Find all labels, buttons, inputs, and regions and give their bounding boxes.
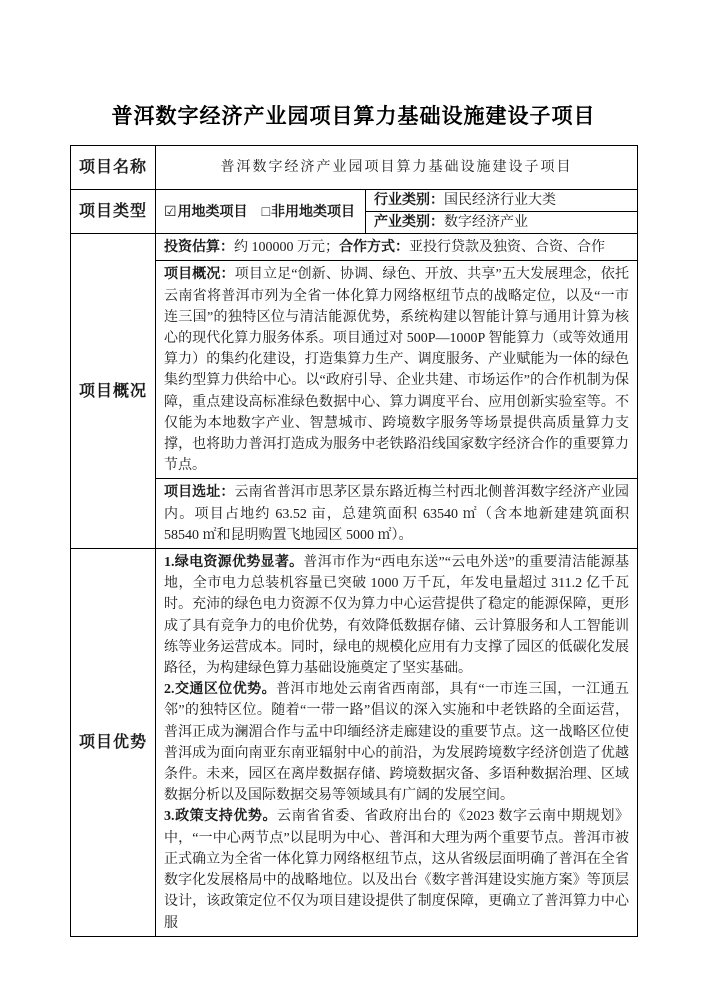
investment-estimate-label: 投资估算： [164,239,234,255]
project-info-table [70,145,638,937]
advantage-2-heading: 2.交通区位优势。 [164,682,277,698]
investment-estimate-cell [156,234,638,261]
unchecked-checkbox-icon: □ [261,203,271,220]
project-type-label: 项目类型 [71,190,156,234]
investment-estimate-value: 约 100000 万元； [234,239,339,255]
project-overview-label: 项目概况 [71,234,156,549]
advantage-2-text: 普洱市地处云南省西南部，具有“一市连三国，一江通五邻”的独特区位。随着“一带一路”倡议的深入实施和中老铁路的全面运营，普洱正成为澜湄合作与孟中印缅经济走廊建设的重要节点。这一战略区位使普洱成为面向南亚东南亚辐射中心的前沿，为发展跨境数字经济创造了优越条件。未来，园区在离岸数据存储、跨境数据灾备、多语种数据治理、区域数据分析以及国际数据交易等领域具有广阔的发展空间。 [164,682,630,804]
sector-category-cell [366,212,638,234]
non-land-project-checkbox-label: 非用地类项目 [271,203,356,220]
industry-category-label: 行业类别： [374,193,444,208]
advantage-1-heading: 1.绿电资源优势显著。 [164,555,304,571]
advantage-1-text: 普洱市作为“西电东送”“云电外送”的重要清洁能源基地，全市电力总装机容量已突破 1000 万千瓦，年发电量超过 311.2 亿千瓦时。充沛的绿色电力资源不仅为算力中心运营提供了稳定的能源保障，更形成了具有竞争力的电价优势，有效降低数据存储、云计算服务和人工智能训练等业务运营成本。同时，绿电的规模化应用有力支撑了园区的低碳化发展路径，为构建绿色算力基础设施奠定了坚实基础。 [164,555,629,677]
project-location-label: 项目选址： [164,485,235,501]
project-advantages-label: 项目优势 [71,549,156,937]
project-name-label: 项目名称 [71,146,156,190]
advantage-item-green-power [164,552,629,679]
sector-category-value: 数字经济产业 [444,215,528,231]
project-type-checkboxes [156,190,366,234]
project-location-text: 云南省普洱市思茅区景东路近梅兰村西北侧普洱数字经济产业园内。项目占地约 63.52 亩，总建筑面积 63540 ㎡（含本地新建建筑面积 58540 ㎡和昆明购置飞地园区 5000 ㎡）。 [164,485,629,543]
project-summary-text: 项目立足“创新、协调、绿色、开放、共享”五大发展理念，依托云南省将普洱市列为全省一体化算力网络枢纽节点的战略定位，以及“一市连三国”的独特区位与清洁能源优势，系统构建以智能计算与通用计算为核心的现代化算力服务体系。项目通过对 500P—1000P 智能算力（或等效通用算力）的集约化建设，打造集算力生产、调度服务、产业赋能为一体的绿色集约型算力供给中心。以“政府引导、企业共建、市场运作”的合作机制为保障，重点建设高标准绿色数据中心、算力调度平台、应用创新实验室等。不仅能为本地数字产业、智慧城市、跨境数字服务等场景提供高质量算力支撑，也将助力普洱打造成为服务中老铁路沿线国家数字经济合作的重要算力节点。 [164,267,630,474]
project-summary-cell [156,261,638,479]
project-summary-label: 项目概况： [164,267,235,283]
page-title: 普洱数字经济产业园项目算力基础设施建设子项目 [111,104,596,128]
land-project-checkbox [164,201,248,222]
land-project-checkbox-label: 用地类项目 [177,203,248,220]
sector-category-label: 产业类别： [374,215,444,231]
advantage-3-heading: 3.政策支持优势。 [164,809,278,825]
cooperation-mode-label: 合作方式： [339,239,409,255]
advantage-item-policy-support [164,806,629,933]
advantage-3-text: 云南省省委、省政府出台的《2023 数字云南中期规划》中，“一中心两节点”以昆明为中心、普洱和大理为两个重要节点。普洱市被正式确立为全省一体化算力网络枢纽节点，这从省级层面明确了普洱在全省数字化发展格局中的战略地位。以及出台《数字普洱建设实施方案》等顶层设计，该政策定位不仅为项目建设提供了制度保障，更确立了普洱算力中心服 [164,809,630,931]
checked-checkbox-icon: ☑ [164,203,177,220]
cooperation-mode-value: 亚投行贷款及独资、合资、合作 [409,239,605,255]
project-advantages-cell [156,549,638,937]
advantage-item-transport-location [164,679,629,806]
industry-category-value: 国民经济行业大类 [444,193,556,208]
project-location-cell [156,479,638,549]
non-land-project-checkbox [262,201,355,222]
project-name-value: 普洱数字经济产业园项目算力基础设施建设子项目 [156,146,638,190]
industry-category-cell [366,190,638,212]
